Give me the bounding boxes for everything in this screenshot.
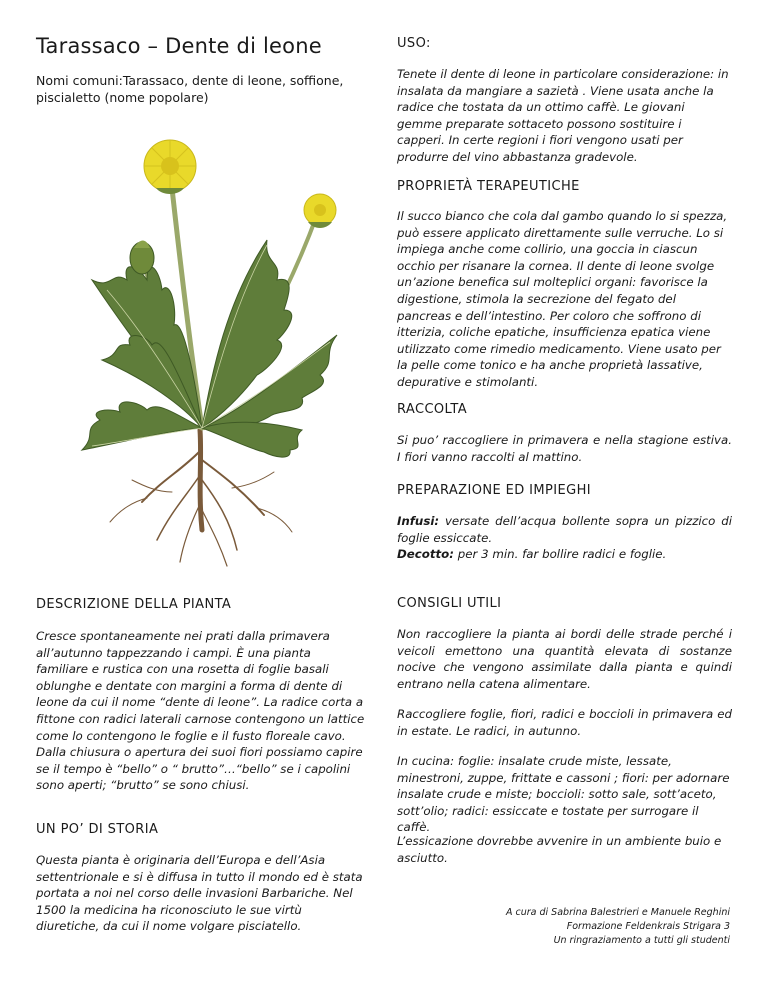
raccolta-heading: RACCOLTA xyxy=(397,402,468,417)
credits xyxy=(506,906,730,948)
storia-text: Questa pianta è originaria dell’Europa e dell’Asia settentrionale e si è diffusa in tutto il mondo ed è stata portata a noi nel corso delle invasioni Barbariche. Nel 1500 la medicina ha riconosciuto le sue virtù diuretiche, da cui il nome volgare pisciatello. xyxy=(36,853,363,934)
storia-heading: UN PO’ DI STORIA xyxy=(36,822,159,837)
consigli-p1: Non raccogliere la pianta ai bordi delle strade perché i veicoli emettono una quantità elevata di sostanze nocive che vengono assimilate dalla pianta e quindi entrano nella catena alimentare. xyxy=(397,627,732,691)
preparazione-heading: PREPARAZIONE ED IMPIEGHI xyxy=(397,483,592,498)
consigli-p3: In cucina: foglie: insalate crude miste, lessate, minestroni, zuppe, frittate e cassoni ; fiori: per adornare insalate crude e miste; boccioli: sotto sale, sott’aceto, sott’olio; radici: essiccate e tostate per surrogare il caffè. xyxy=(397,754,730,835)
credits-line-3: Un ringraziamento a tutti gli studenti xyxy=(553,935,730,946)
descrizione-text: Cresce spontaneamente nei prati dalla primavera all’autunno tappezzando i campi. È una pianta familiare e rustica con una rosetta di foglie basali oblunghe e dentate con margini a forma di dente di leone da cui il nome “dente di leone”. La radice corta a fittone con radici laterali carnose contengono un lattice come lo contengono le foglie e il fusto floreale cavo. Dalla chiusura o apertura dei suoi fiori possiamo capire se il tempo è “bello” o “ brutto”…“bello” se i capolini sono aperti; “brutto” se sono chiusi. xyxy=(36,629,365,793)
page-title: Tarassaco – Dente di leone xyxy=(36,34,322,58)
decotto-line xyxy=(397,546,732,563)
uso-text: Tenete il dente di leone in particolare considerazione: in insalata da mangiare a sazietà . Viene usata anche la radice che tostata da un ottimo caffè. Le giovani gemme preparate sottaceto possono sostituire i capperi. In certe regioni i fiori vengono usati per produrre del vino abbastanza gradevole. xyxy=(397,67,729,164)
credits-line-1: A cura di Sabrina Balestrieri e Manuele Reghini xyxy=(505,907,730,918)
preparazione-text xyxy=(397,513,732,563)
infusi-text: versate dell’acqua bollente sopra un pizzico di foglie essiccate. xyxy=(397,514,732,545)
decotto-text: per 3 min. far bollire radici e foglie. xyxy=(454,547,667,562)
decotto-label: Decotto: xyxy=(397,547,454,562)
raccolta-text: Si puo’ raccogliere in primavera e nella stagione estiva. I fiori vanno raccolti al mattino. xyxy=(397,433,732,464)
dandelion-plant-icon xyxy=(52,130,342,570)
consigli-p4: L’essicazione dovrebbe avvenire in un ambiente buio e asciutto. xyxy=(397,834,722,865)
proprieta-text: Il succo bianco che cola dal gambo quando lo si spezza, può essere applicato direttamente sulle verruche. Lo si impiega anche come collirio, una goccia in ciascun occhio per risanare la cornea. Il dente di leone svolge un’azione benefica sul molteplici organi: favorisce la digestione, stimola la secrezione del fegato del pancreas e dell’intestino. Per coloro che soffrono di itterizia, coliche epatiche, insufficienza epatica viene utilizzato come rimedio medicamento. Viene usato per la pelle come tonico e ha anche proprietà lassative, depurative e stimolanti. xyxy=(397,209,728,389)
common-names: Nomi comuni:Tarassaco, dente di leone, soffione, piscialetto (nome popolare) xyxy=(36,73,344,105)
consigli-heading: CONSIGLI UTILI xyxy=(397,596,502,611)
infusi-label: Infusi: xyxy=(397,514,440,528)
flower-head xyxy=(144,140,196,194)
consigli-p2: Raccogliere foglie, fiori, radici e boccioli in primavera ed in estate. Le radici, in autunno. xyxy=(397,707,732,738)
infusi-line xyxy=(397,513,732,546)
credits-line-2: Formazione Feldenkrais Strigara 3 xyxy=(566,921,730,932)
proprieta-heading: PROPRIETÀ TERAPEUTICHE xyxy=(397,179,580,194)
uso-heading: USO: xyxy=(397,36,431,51)
descrizione-heading: DESCRIZIONE DELLA PIANTA xyxy=(36,597,232,612)
